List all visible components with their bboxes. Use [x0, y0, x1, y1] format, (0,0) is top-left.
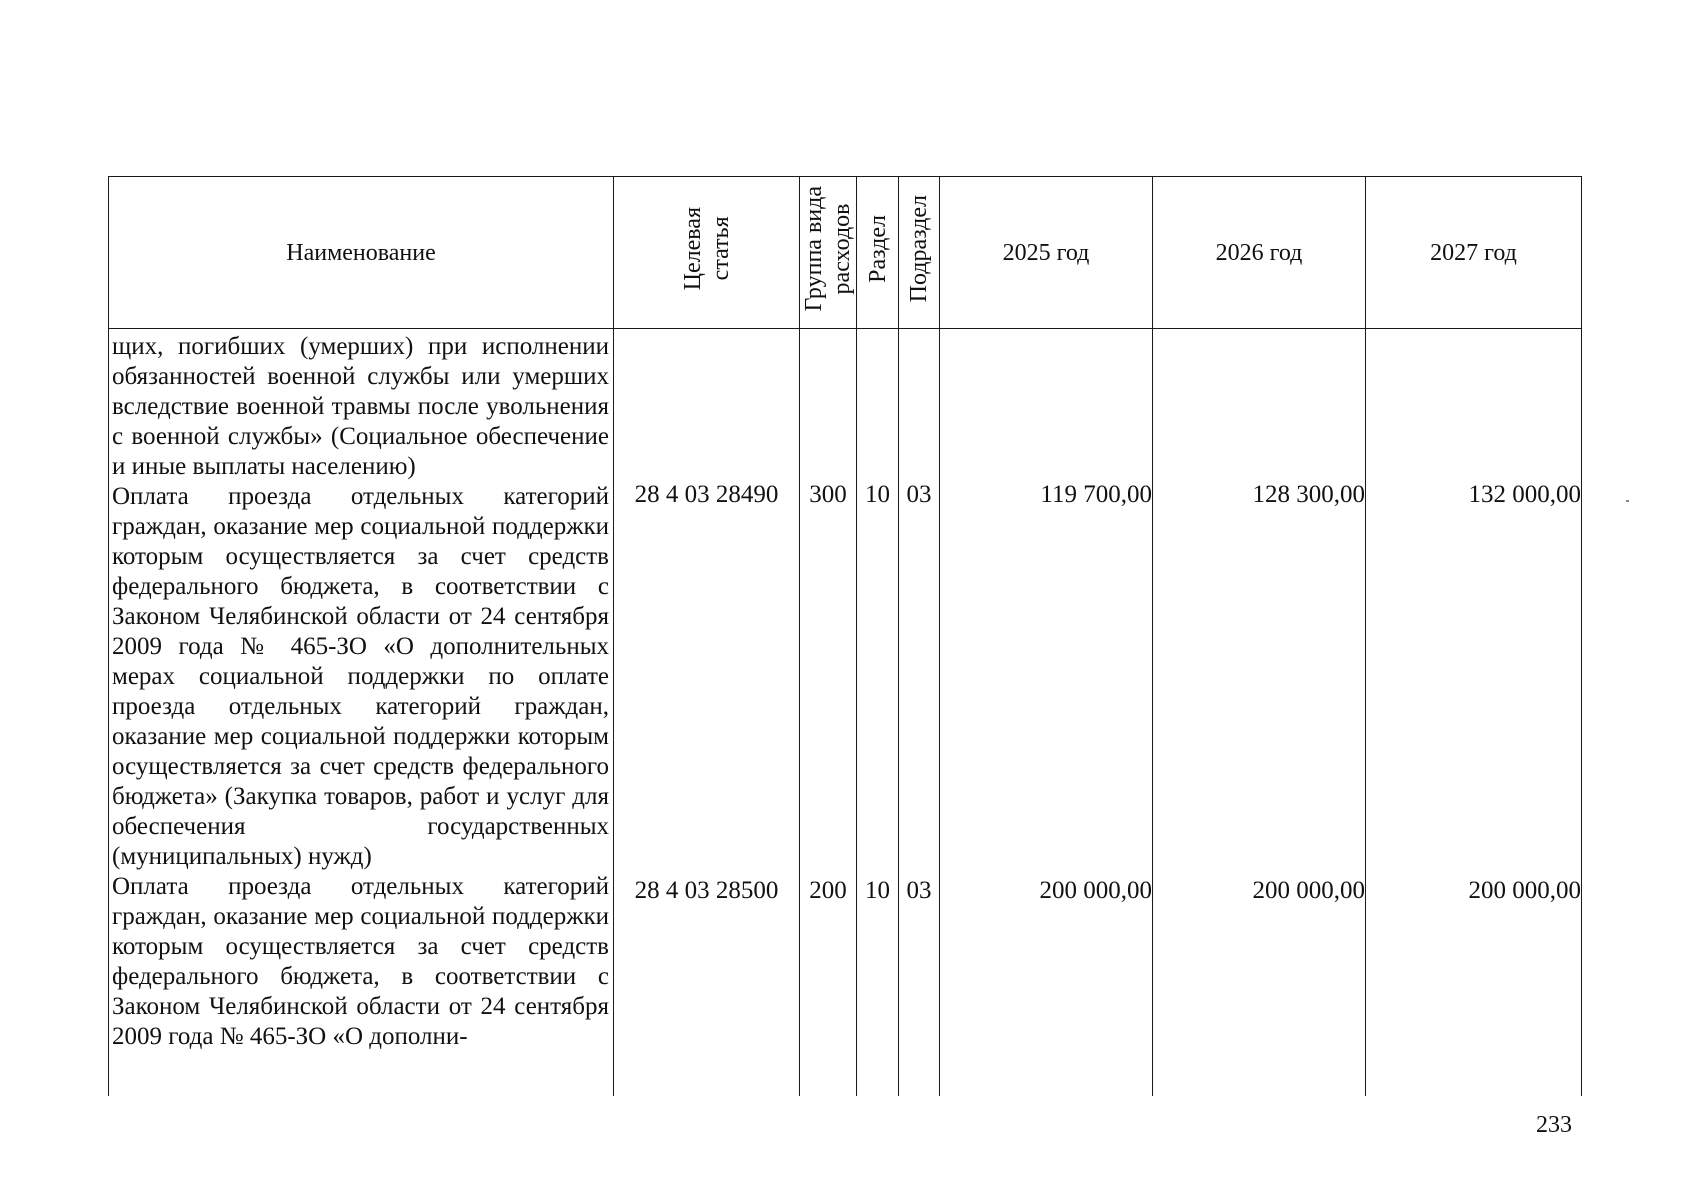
name-column: [109, 329, 614, 1096]
table-row: [109, 329, 1582, 1096]
name-paragraph: Оплата проезда отдельных категорий граждан, оказание мер социальной поддержки которым осуществляется за счет средств федерального бюджета, в соответствии с Законом Челябинской области от 24 сентября 2009 года № 465-ЗО «О дополни-: [112, 873, 609, 1050]
expense-group-cell: 300: [809, 481, 847, 508]
amount-2026-column: [1153, 329, 1366, 1096]
name-paragraph: Оплата проезда отдельных категорий граждан, оказание мер социальной поддержки которым осуществляется за счет средств федерального бюджета, в соответствии с Законом Челябинской области от 24 сентября 2009 года № 465-ЗО «О дополнительных мерах социальной поддержки по оплате проезда отдельных категорий граждан, оказание мер социальной поддержки которым осуществляется за счет средств федерального бюджета» (Закупка товаров, работ и услуг для обеспечения государственных (муниципальных) нужд): [112, 483, 609, 870]
expense-group-column: [800, 329, 857, 1096]
expense-group-cell: 200: [809, 877, 847, 904]
subsection-cell: 03: [906, 481, 932, 508]
amount-2025-column: [940, 329, 1153, 1096]
header-name: Наименование: [109, 177, 614, 329]
amount-2027-cell: 132 000,00: [1468, 481, 1581, 508]
target-article-cell: 28 4 03 28490: [634, 481, 779, 508]
amount-2027-cell: 200 000,00: [1468, 877, 1581, 904]
target-article-cell: 28 4 03 28500: [634, 877, 779, 904]
amount-2027-column: [1366, 329, 1582, 1096]
name-paragraph: щих, погибших (умерших) при исполнении обязанностей военной службы или умерших вследствие военной травмы после увольнения с военной службы» (Социальное обеспечение и иные выплаты населению): [112, 333, 609, 480]
amount-2025-cell: 200 000,00: [1039, 877, 1152, 904]
header-section: Раздел: [857, 177, 899, 329]
header-target-article: Целевая статья: [614, 177, 800, 329]
section-cell: 10: [865, 877, 890, 904]
header-subsection: Подраздел: [899, 177, 940, 329]
amount-2026-cell: 200 000,00: [1252, 877, 1365, 904]
header-2027: 2027 год: [1366, 177, 1582, 329]
header-2025: 2025 год: [940, 177, 1153, 329]
header-row: [109, 177, 1582, 329]
budget-table: [108, 176, 1582, 1096]
scan-speck: [1626, 500, 1629, 502]
section-cell: 10: [865, 481, 890, 508]
target-article-column: [614, 329, 800, 1096]
subsection-cell: 03: [906, 877, 932, 904]
page-number: 233: [1536, 1112, 1572, 1138]
amount-2025-cell: 119 700,00: [1040, 481, 1152, 508]
amount-2026-cell: 128 300,00: [1252, 481, 1365, 508]
subsection-column: [899, 329, 940, 1096]
section-column: [857, 329, 899, 1096]
header-2026: 2026 год: [1153, 177, 1366, 329]
header-expense-group: Группа вида расходов: [800, 177, 857, 329]
